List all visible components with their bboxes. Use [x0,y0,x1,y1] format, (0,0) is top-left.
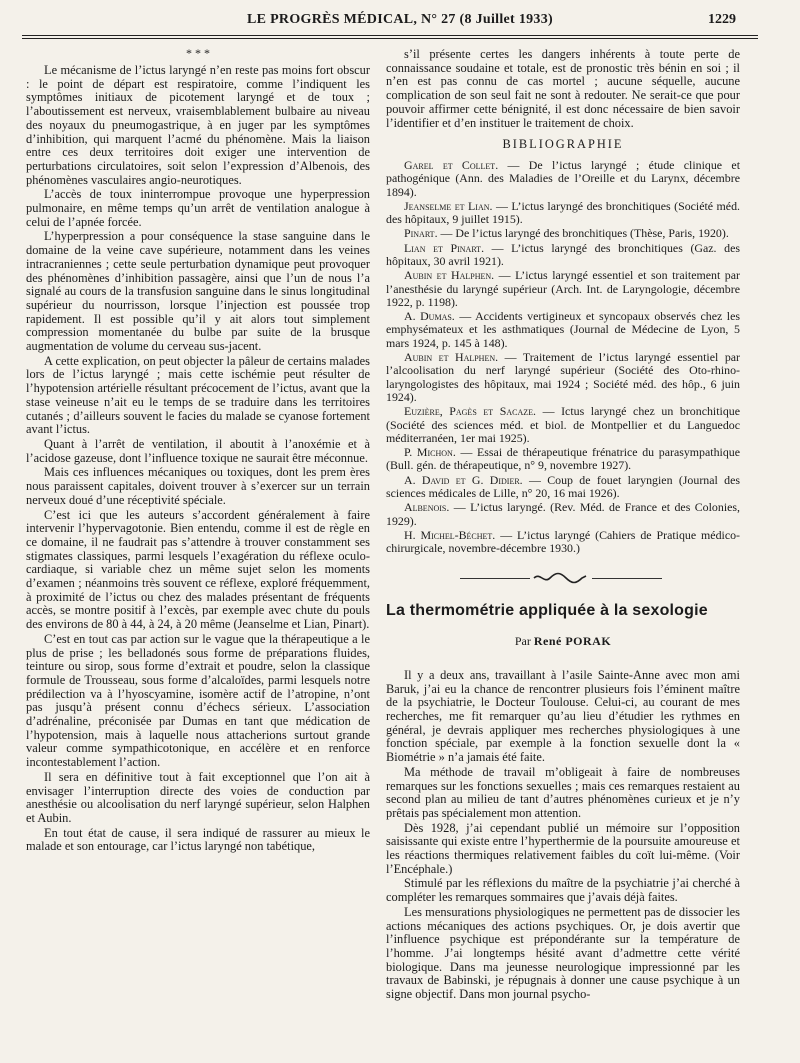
article-paragraph: Les mensurations physiologiques ne permettent pas de dissocier les actions mécaniques des actions psychiques. Or, je dois avertir que l’influence psychique est prépondérante sur la température de l’homme. J’ai longtemps hésité avant d’admettre cette vérité biologique. Dans ma jeunesse neurologique impressionné par les travaux de Babinski, je répugnais à donner une cause psychique à un signe objectif. Dans mon journal psycho- [386,904,740,1002]
bibliography-entry [386,501,740,528]
bibliography-authors: Jeanselme et Lian. [404,198,493,213]
bibliography-authors: Euzière, Pagès et Sacaze. [404,404,536,419]
bibliography-authors: A. David et G. Didier. [404,472,523,487]
bibliography-reference: — Coup de fouet laryngien (Journal des sciences médicales de Lille, n° 20, 16 mai 1926). [386,472,740,501]
bibliography-authors: Lian et Pinart. [404,240,485,255]
bibliography-reference: — Essai de thérapeutique frénatrice du parasympathique (Bull. gén. de thérapeutique, n° 9, novembre 1927). [386,445,740,473]
bibliography-reference: — De l’ictus laryngé ; étude clinique et pathogénique (Ann. des Maladies de l’Oreille et du Larynx, décembre 1894). [386,157,740,199]
bibliography-entry [386,159,740,199]
bibliography-reference: — Ictus laryngé chez un bronchitique (Société des sciences méd. et biol. de Montpellier et du Languedoc méditerranéen, 1er mai 1925). [386,404,741,445]
left-column [26,48,370,854]
page-number: 1229 [708,12,736,27]
bibliography-entry [386,405,740,445]
body-paragraph: L’accès de toux ininterrompue provoque une hyperpression pulmonaire, en même temps qu’un arrêt de ventilation analogue à celui de l’apnée forcée. [26,187,370,229]
byline [386,635,740,649]
bibliography-entry [386,242,740,269]
continuation-paragraph: s’il présente certes les dangers inhérents à toute perte de connaissance soudaine et totale, est de pronostic très bénin en soi ; il n’en est pas connu de cas mortel ; aucune séquelle, aucune complication de son seul fait ne sont à redouter. Ne serait-ce que pour pouvoir affirmer cette bénignité, il est donc nécessaire de bien savoir l’identifier et d’en instituer le traitement de choix. [386,47,740,130]
bibliography-entry [386,310,740,350]
bibliography-entry [386,200,740,227]
bibliography-entry [386,269,740,309]
article-paragraph: Ma méthode de travail m’obligeait à faire de nombreuses remarques sur les fonctions sexuelles ; mais ces remarques restaient au second plan au milieu de tant d’autres phénomènes curieux et je n’y prêtais pas spécialement mon attention. [386,764,740,820]
bibliography-heading: BIBLIOGRAPHIE [502,137,624,152]
body-paragraph: Il sera en définitive tout à fait exceptionnel que l’on ait à envisager l’interruption directe des voies de conduction par anesthésie ou alcoolisation du nerf laryngé supérieur, selon Halphen et Aubin. [26,769,370,825]
body-paragraph: Mais ces influences mécaniques ou toxiques, dont les prem ères nous paraissent capitales, doivent trouver à s’exercer sur un terrain nerveux doué d’une réceptivité spéciale. [26,465,370,507]
body-paragraph: Quant à l’arrêt de ventilation, il aboutit à l’anoxémie et à l’acidose gazeuse, dont l’influence toxique ne saurait être méconnue. [26,436,370,465]
byline-prefix: Par [514,634,531,649]
body-paragraph: C’est en tout cas par action sur le vague que la thérapeutique a le plus de prise ; les belladonés sous forme de préparations fluides, teinture ou sirop, sous forme d’extrait et poudre, selon la classique formule de Trousseau, sous forme d’alcaloïdes, parmi lesquels notre prédilection va à l’hyoscyamine, isomère actif de l’atropine, n’ont pas jusqu’à présent connu d’échecs sérieux. L’association d’adrénaline, préconisée par Dumas en tant que médication de l’hypotension, mais à laquelle nous attacherions surtout grande valeur comme sympathicotonique, en accélère et en renforce incontestablement l’action. [26,631,370,770]
bibliography-list [386,159,740,556]
article-paragraph: Dès 1928, j’ai cependant publié un mémoire sur l’opposition saisissante qui existe entre l’hyperthermie de la poursuite amoureuse et les réactions thermiques relativement faibles du coït lui-même. (Voir l’Encéphale.) [386,820,740,876]
journal-title: LE PROGRÈS MÉDICAL, N° 27 (8 Juillet 1933) [247,12,553,27]
article-body [386,669,740,1002]
bibliography-reference: — Accidents vertigineux et syncopaux observés chez les emphysémateux et les asthmatiques (Journal de Médecine de Lyon, 5 mars 1924, p. 145 à 148). [386,309,740,350]
bibliography-authors: A. Dumas. [404,309,455,324]
bibliography-reference: — L’ictus laryngé. (Rev. Méd. de France et des Colonies, 1929). [386,500,740,528]
bibliography-entry [386,474,740,501]
bibliography-authors: Aubin et Halphen. [404,350,499,365]
bibliography-reference: — L’ictus laryngé des bronchitiques (Société méd. des hôpitaux, 9 juillet 1915). [386,198,741,227]
bibliography-reference: — L’ictus laryngé essentiel et son traitement par l’anesthésie du laryngé supérieur (Arch. Int. de Laryngologie, décembre 1922, p. 1198). [386,268,740,309]
bibliography-reference: — L’ictus laryngé (Cahiers de Pratique médico-chirurgicale, novembre-décembre 1930.) [386,527,741,556]
byline-author: René PORAK [533,634,612,649]
section-ornament [386,570,740,586]
ornament-rule-right [592,578,662,579]
body-paragraph: En tout état de cause, il sera indiqué de rassurer au mieux le malade et son entourage, car l’ictus laryngé non tabétique, [26,825,370,854]
article-title: La thermométrie appliquée à la sexologie [386,601,708,619]
bibliography-reference: — Traitement de l’ictus laryngé essentiel par l’alcoolisation du nerf laryngé supérieur (Société des Oto-rhino-laryngologistes des hôpitaux, mai 1924 ; Société méd. des hôp., 6 juin 1924). [386,350,740,404]
article-paragraph: Il y a deux ans, travaillant à l’asile Sainte-Anne avec mon ami Baruk, j’ai eu la chance de rencontrer plusieurs fois l’éminent maître de la psychiatrie, le Docteur Toulouse. Celui-ci, au courant de mes recherches, me fit remarquer qu’au lieu d’étudier les rythmes en général, je devrais appliquer mes recherches physiologiques à une fonction spéciale, par exemple à la fonction sexuelle dont la « Biométrie » n’a jamais été faite. [386,667,740,765]
header-rule-double [22,38,758,39]
ornament-flourish-icon [532,572,588,584]
article-paragraph: Stimulé par les réflexions du maître de la psychiatrie j’ai cherché à compléter les remarques sommaires que j’avais déjà faites. [386,876,740,905]
body-paragraph: C’est ici que les auteurs s’accordent généralement à faire intervenir l’hypervagotonie. Bien entendu, comme il est de règle en ce domaine, il ne faudrait pas s’attendre à trouver constamment ses stigmates classiques, parmi lesquels l’exagération du réflexe oculo-cardiaque, si variable chez un même sujet selon les moments d’examen ; néanmoins très souvent ce réflexe, exploré fréquemment, à proximité de l’ictus ou chez des malades présentant de fréquents accès, se montre positif à l’excès, par exemple avec chute du pouls des environs de 80 à 44, à 24, à 20 même (Jeanselme et Lian, Pinart). [26,507,370,632]
header-rule [22,35,758,36]
bibliography-entry [386,227,740,240]
ornament-rule-left [460,578,530,579]
bibliography-authors: P. Michon. [404,445,456,460]
left-column-body [26,64,370,854]
bibliography-reference: — L’ictus laryngé des bronchitiques (Gaz. des hôpitaux, 30 avril 1921). [386,240,740,268]
bibliography-authors: Albenois. [404,500,450,515]
right-column [386,48,740,1002]
bibliography-entry [386,529,740,556]
bibliography-authors: Pinart. [404,226,438,241]
bibliography-authors: Garel et Collet. [404,157,499,172]
running-header [22,12,778,34]
body-paragraph: Le mécanisme de l’ictus laryngé n’en reste pas moins fort obscur : le point de départ est respiratoire, comme l’indiquent les symptômes initiaux de picotement laryngé et de toux ; l’aboutissement est nerveux, vraisemblablement bulbaire au niveau des noyaux du pneumogastrique, à en juger par les symptômes d’inhibition, qui marquent l’acmé du phénomène. Mais la liaison entre ces deux territoires doit exiger une intervention de perturbations circulatoires, soit selon l’expression d’Albenois, des phénomènes vasculaires angio-neurotiques. [26,63,370,187]
bibliography-entry [386,351,740,404]
body-paragraph: L’hyperpression a pour conséquence la stase sanguine dans le domaine de la veine cave supérieure, notamment dans les veines intracraniennes ; cette seule perturbation dynamique peut provoquer des phénomènes d’inhibition passagère, ainsi que l’un de nous l’a signalé au cours de la transfusion sanguine dans le sinus longitudinal supérieur du nourrisson, lorsque l’injection est poussée trop rapidement. Il est possible qu’il y ait alors tout simplement compression momentanée du bulbe par suite de la brusque augmentation de volume du cerveau sus-jacent. [26,229,370,354]
bibliography-reference: — De l’ictus laryngé des bronchitiques (Thèse, Paris, 1920). [437,226,729,241]
bibliography-authors: Aubin et Halphen. [404,268,495,283]
bibliography-authors: H. Michel-Béchet. [404,527,496,542]
body-paragraph: A cette explication, on peut objecter la pâleur de certains malades lors de l’ictus laryngé ; mais cette ischémie peut résulter de l’hypotension artérielle résultant précocement de l’ictus, avant que la stase veineuse n’ait eu le temps de se traduire dans les territoires cutanés ; d’ailleurs souvent le facies du malade se cyanose fortement avant l’ictus. [26,353,370,437]
bibliography-entry [386,446,740,473]
section-asterism: * * * [186,46,210,60]
